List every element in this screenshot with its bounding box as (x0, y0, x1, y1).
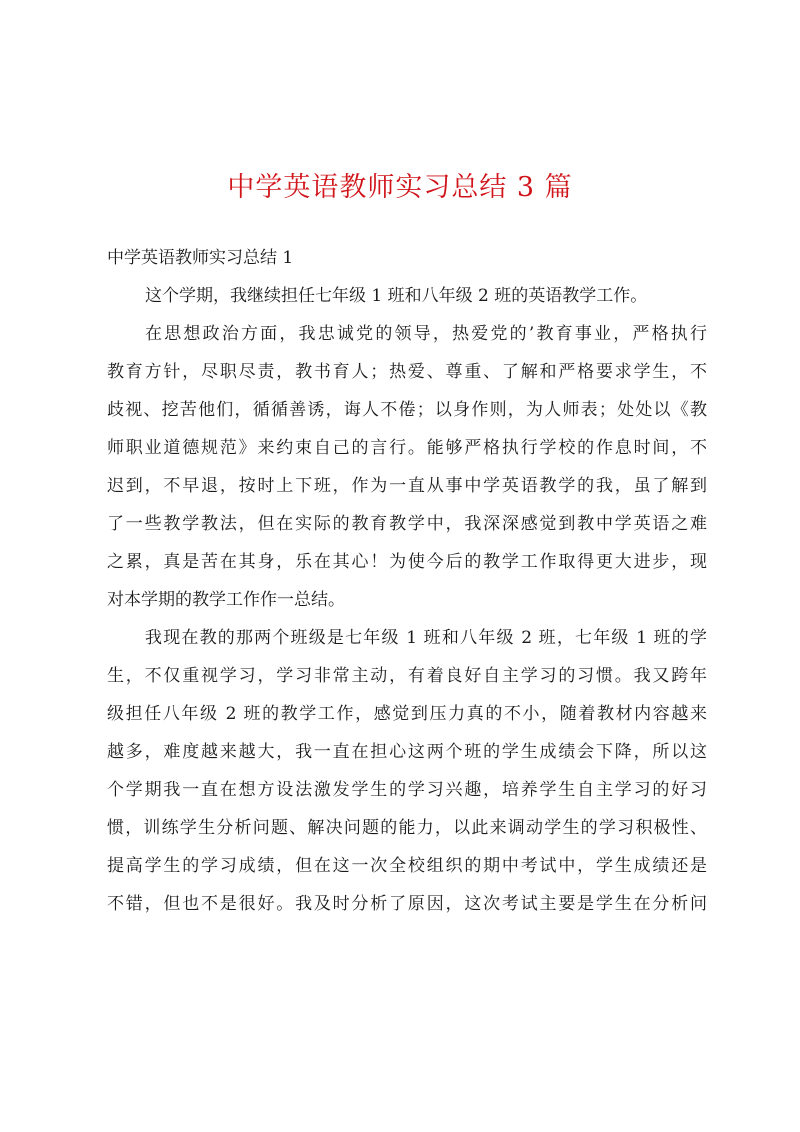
text-line: 我现在教的那两个班级是七年级 1 班和八年级 2 班，七年级 1 班的学 (145, 628, 707, 648)
text-line: 越多，难度越来越大，我一直在担心这两个班的学生成绩会下降，所以这 (107, 742, 707, 762)
text-line: 生，不仅重视学习，学习非常主动，有着良好自主学习的习惯。我又跨年 (107, 666, 707, 686)
text-line: 惯，训练学生分析问题、解决问题的能力，以此来调动学生的学习积极性、 (107, 818, 707, 838)
text-line: 对本学期的教学工作作一总结。 (107, 590, 345, 610)
text-line: 在思想政治方面，我忠诚党的领导，热爱党的’教育事业，严格执行 (145, 324, 707, 344)
document-title: 中学英语教师实习总结 3 篇 (227, 172, 573, 203)
text-line: 教育方针，尽职尽责，教书育人；热爱、尊重、了解和严格要求学生，不 (107, 362, 707, 382)
text-line: 迟到，不早退，按时上下班，作为一直从事中学英语教学的我，虽了解到 (107, 476, 707, 496)
paragraph-3 (107, 619, 707, 923)
document-body (107, 239, 707, 923)
text-line: 级担任八年级 2 班的教学工作，感觉到压力真的不小，随着教材内容越来 (107, 704, 707, 724)
text-line: 个学期我一直在想方设法激发学生的学习兴趣，培养学生自主学习的好习 (107, 780, 707, 800)
text-line: 这个学期，我继续担任七年级 1 班和八年级 2 班的英语教学工作。 (145, 286, 648, 306)
paragraph-2 (107, 315, 707, 619)
paragraph-1 (107, 277, 707, 315)
text-line: 师职业道德规范》来约束自己的言行。能够严格执行学校的作息时间，不 (107, 438, 707, 458)
section-heading: 中学英语教师实习总结 1 (107, 248, 294, 268)
text-line: 歧视、挖苦他们，循循善诱，诲人不倦；以身作则，为人师表；处处以《教 (107, 400, 707, 420)
text-line: 了一些教学教法，但在实际的教育教学中，我深深感觉到教中学英语之难 (107, 514, 707, 534)
text-line: 提高学生的学习成绩，但在这一次全校组织的期中考试中，学生成绩还是 (107, 856, 707, 876)
text-line: 之累，真是苦在其身，乐在其心！为使今后的教学工作取得更大进步，现 (107, 552, 707, 572)
text-line: 不错，但也不是很好。我及时分析了原因，这次考试主要是学生在分析问 (107, 894, 707, 914)
